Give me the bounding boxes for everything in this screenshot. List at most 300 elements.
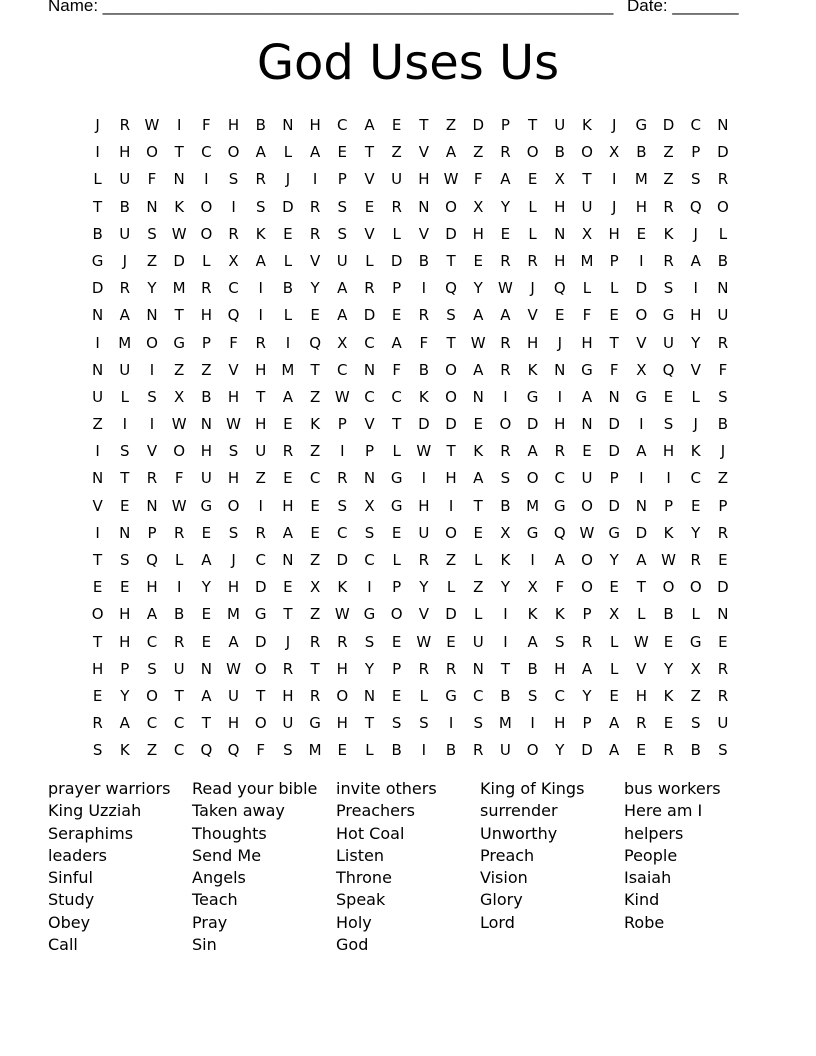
grid-letter: R — [663, 741, 674, 760]
grid-letter: H — [662, 442, 675, 461]
grid-letter: O — [581, 496, 593, 515]
grid-row — [84, 166, 737, 193]
grid-letter: I — [95, 523, 100, 542]
word-list-item: Angels — [192, 868, 246, 888]
grid-letter: C — [472, 686, 484, 705]
grid-letter: A — [636, 551, 647, 569]
grid-letter: V — [146, 442, 158, 461]
grid-letter: L — [120, 387, 129, 406]
grid-letter: R — [173, 523, 185, 542]
grid-letter: P — [201, 333, 211, 352]
grid-letter: V — [418, 224, 429, 243]
grid-letter: H — [581, 333, 593, 352]
grid-letter: N — [363, 469, 376, 488]
grid-letter: U — [581, 469, 593, 488]
grid-letter: J — [285, 632, 291, 651]
grid-letter: I — [448, 496, 454, 515]
word-list-item: Speak — [336, 890, 386, 910]
grid-letter: V — [364, 170, 375, 189]
word-list-column — [48, 778, 192, 956]
grid-letter: H — [635, 686, 647, 705]
grid-letter: Q — [227, 741, 240, 760]
grid-row — [84, 275, 737, 302]
grid-row — [84, 357, 737, 384]
grid-letter: D — [445, 605, 457, 624]
grid-letter: D — [608, 442, 620, 461]
grid-letter: M — [308, 741, 322, 760]
grid-letter: K — [527, 360, 538, 379]
grid-letter: X — [174, 387, 185, 406]
grid-letter: P — [609, 469, 619, 488]
grid-letter: H — [690, 306, 702, 325]
grid-letter: E — [446, 632, 456, 651]
grid-letter: K — [527, 605, 538, 624]
grid-letter: Q — [689, 197, 702, 216]
grid-letter: U — [119, 360, 131, 379]
grid-letter: I — [258, 496, 263, 515]
grid-letter: H — [282, 496, 294, 515]
date-field-label: Date: _______ — [627, 0, 739, 15]
grid-letter: Z — [663, 143, 674, 162]
grid-row — [84, 112, 737, 139]
grid-letter: P — [392, 578, 402, 597]
grid-letter: W — [661, 551, 676, 569]
grid-letter: A — [119, 306, 130, 325]
grid-letter: D — [173, 251, 185, 270]
grid-letter: X — [609, 605, 620, 624]
grid-letter: H — [91, 659, 104, 678]
grid-letter: S — [283, 741, 293, 760]
grid-letter: L — [392, 442, 401, 461]
grid-letter: O — [581, 551, 593, 569]
grid-letter: G — [445, 686, 457, 705]
grid-letter: A — [473, 306, 484, 325]
grid-letter: M — [281, 360, 295, 379]
grid-letter: O — [689, 578, 702, 597]
grid-letter: O — [581, 578, 593, 597]
grid-letter: A — [228, 632, 239, 651]
grid-letter: H — [472, 224, 484, 243]
grid-letter: S — [147, 387, 157, 406]
grid-letter: I — [421, 469, 427, 488]
grid-letter: X — [609, 143, 620, 162]
grid-letter: O — [526, 741, 539, 760]
grid-letter: H — [200, 442, 212, 461]
grid-letter: I — [367, 578, 372, 597]
grid-letter: J — [231, 551, 236, 569]
grid-row — [84, 520, 737, 547]
grid-letter: N — [146, 197, 158, 216]
grid-letter: Z — [690, 686, 701, 705]
grid-letter: U — [717, 714, 729, 733]
word-list-item: Study — [48, 890, 95, 910]
grid-letter: O — [499, 415, 512, 434]
grid-letter: H — [554, 714, 566, 733]
grid-letter: P — [147, 523, 157, 542]
word-list-item: Glory — [480, 890, 523, 910]
grid-letter: R — [500, 360, 511, 379]
grid-letter: H — [227, 578, 240, 597]
grid-letter: T — [283, 605, 293, 624]
grid-letter: P — [364, 442, 374, 461]
grid-letter: J — [285, 170, 291, 189]
grid-letter: I — [421, 279, 427, 298]
grid-row — [84, 737, 737, 764]
grid-letter: Z — [445, 551, 457, 569]
grid-letter: I — [639, 251, 644, 270]
grid-letter: F — [147, 170, 157, 189]
grid-letter: P — [609, 251, 619, 270]
grid-letter: D — [635, 279, 648, 298]
grid-letter: W — [171, 496, 187, 515]
grid-letter: Z — [146, 251, 158, 270]
grid-letter: X — [527, 578, 538, 597]
word-list-item: Hot Coal — [336, 823, 405, 843]
grid-letter: L — [691, 387, 700, 406]
grid-letter: R — [418, 551, 430, 569]
grid-letter: D — [445, 224, 457, 243]
word-list-item: leaders — [48, 845, 108, 865]
grid-letter: H — [309, 116, 321, 134]
grid-letter: Y — [419, 578, 429, 597]
grid-letter: I — [503, 605, 508, 624]
grid-letter: Q — [146, 551, 158, 569]
grid-letter: L — [609, 632, 619, 651]
grid-letter: Y — [364, 659, 375, 678]
grid-letter: A — [690, 251, 701, 270]
grid-row — [84, 493, 737, 520]
grid-letter: T — [310, 360, 320, 379]
grid-letter: K — [582, 116, 592, 134]
grid-letter: C — [337, 360, 348, 379]
grid-letter: I — [149, 360, 155, 379]
grid-letter: I — [503, 632, 508, 651]
grid-letter: I — [231, 197, 236, 216]
grid-letter: B — [282, 279, 294, 298]
grid-letter: R — [282, 442, 294, 461]
grid-letter: Q — [200, 741, 213, 760]
grid-letter: R — [337, 469, 348, 488]
grid-letter: S — [337, 224, 348, 243]
grid-letter: P — [392, 659, 402, 678]
grid-letter: T — [310, 659, 320, 678]
grid-letter: W — [416, 632, 432, 651]
grid-letter: C — [364, 387, 375, 406]
grid-letter: B — [418, 251, 429, 270]
grid-letter: S — [527, 686, 538, 705]
grid-letter: K — [663, 523, 674, 542]
grid-letter: L — [582, 279, 592, 298]
grid-letter: R — [690, 551, 701, 569]
grid-letter: H — [554, 659, 566, 678]
grid-letter: W — [171, 415, 187, 434]
grid-letter: F — [174, 469, 184, 488]
grid-letter: B — [255, 116, 266, 134]
grid-letter: N — [717, 605, 729, 624]
grid-letter: T — [120, 469, 130, 488]
grid-letter: Q — [553, 523, 566, 542]
grid-letter: Y — [500, 197, 510, 216]
grid-letter: U — [418, 523, 430, 542]
grid-row — [84, 629, 737, 656]
grid-letter: G — [309, 714, 321, 733]
grid-letter: D — [254, 578, 267, 597]
grid-letter: R — [282, 659, 294, 678]
word-list-item: Here am I — [624, 801, 703, 821]
grid-letter: Z — [201, 360, 212, 379]
grid-letter: Z — [717, 469, 729, 488]
grid-letter: O — [200, 224, 213, 243]
grid-letter: N — [581, 415, 593, 434]
grid-letter: V — [418, 605, 429, 624]
grid-letter: Y — [609, 551, 619, 569]
word-list-item: God — [336, 935, 369, 955]
grid-letter: L — [609, 279, 619, 298]
grid-letter: N — [91, 360, 104, 379]
grid-row — [84, 384, 737, 411]
grid-letter: A — [609, 714, 620, 733]
grid-letter: A — [337, 279, 348, 298]
grid-letter: V — [690, 360, 701, 379]
grid-letter: I — [530, 551, 535, 569]
grid-letter: E — [337, 143, 348, 162]
grid-letter: S — [663, 279, 674, 298]
grid-letter: R — [309, 686, 321, 705]
grid-letter: R — [201, 279, 212, 298]
grid-letter: W — [416, 442, 432, 461]
grid-letter: V — [92, 496, 103, 515]
grid-letter: L — [283, 143, 293, 162]
grid-letter: X — [473, 197, 484, 216]
grid-letter: Z — [174, 360, 185, 379]
grid-letter: C — [173, 741, 185, 760]
grid-row — [84, 194, 737, 221]
grid-letter: D — [282, 197, 294, 216]
grid-letter: Y — [473, 279, 483, 298]
grid-letter: R — [663, 197, 674, 216]
grid-letter: S — [555, 632, 565, 651]
grid-letter: M — [580, 251, 594, 270]
grid-letter: E — [391, 306, 402, 325]
grid-letter: C — [201, 143, 212, 162]
grid-letter: T — [93, 632, 103, 651]
grid-letter: R — [364, 279, 375, 298]
grid-row — [84, 221, 737, 248]
grid-letter: E — [609, 306, 619, 325]
grid-letter: E — [391, 116, 402, 134]
grid-letter: D — [472, 116, 484, 134]
grid-letter: J — [611, 116, 617, 134]
grid-letter: O — [581, 143, 593, 162]
grid-letter: D — [662, 116, 675, 134]
grid-letter: R — [119, 116, 130, 134]
grid-letter: S — [364, 523, 375, 542]
grid-letter: E — [283, 578, 293, 597]
grid-letter: E — [283, 224, 293, 243]
grid-letter: H — [146, 578, 158, 597]
grid-letter: L — [474, 605, 483, 624]
grid-letter: K — [554, 605, 565, 624]
grid-row — [84, 411, 737, 438]
grid-letter: E — [120, 578, 130, 597]
grid-letter: Y — [691, 523, 701, 542]
grid-letter: B — [636, 143, 647, 162]
grid-row — [84, 438, 737, 465]
word-list-item: surrender — [480, 801, 558, 821]
grid-letter: A — [581, 659, 593, 678]
grid-letter: S — [419, 714, 429, 733]
grid-letter: S — [228, 442, 239, 461]
grid-letter: S — [147, 224, 157, 243]
grid-letter: Z — [445, 116, 457, 134]
grid-letter: U — [499, 741, 511, 760]
grid-letter: H — [119, 632, 131, 651]
grid-row — [84, 302, 737, 329]
grid-letter: C — [337, 523, 348, 542]
grid-letter: C — [364, 551, 375, 569]
grid-letter: U — [391, 170, 403, 189]
grid-letter: G — [526, 387, 539, 406]
grid-letter: G — [689, 632, 702, 651]
grid-letter: Y — [582, 686, 592, 705]
grid-letter: L — [202, 251, 211, 270]
grid-letter: W — [226, 659, 241, 678]
grid-letter: S — [120, 442, 130, 461]
grid-letter: F — [392, 360, 401, 379]
grid-letter: R — [717, 170, 729, 189]
word-list-column — [336, 778, 480, 956]
grid-letter: W — [334, 387, 350, 406]
grid-letter: L — [446, 578, 456, 597]
grid-letter: T — [201, 714, 211, 733]
grid-letter: G — [553, 496, 566, 515]
grid-letter: B — [119, 197, 130, 216]
grid-letter: Y — [147, 279, 157, 298]
grid-letter: Y — [310, 279, 320, 298]
grid-letter: R — [473, 741, 484, 760]
grid-letter: K — [418, 387, 429, 406]
grid-letter: N — [173, 170, 185, 189]
grid-letter: F — [202, 116, 211, 134]
grid-letter: M — [118, 333, 132, 352]
grid-letter: D — [608, 415, 620, 434]
grid-letter: A — [609, 741, 620, 760]
grid-letter: R — [636, 714, 647, 733]
grid-letter: N — [472, 387, 484, 406]
grid-letter: S — [473, 714, 483, 733]
grid-letter: W — [497, 279, 513, 298]
grid-letter: R — [527, 251, 538, 270]
grid-letter: D — [390, 251, 403, 270]
grid-letter: I — [176, 578, 182, 597]
grid-letter: O — [227, 143, 240, 162]
grid-letter: B — [391, 741, 402, 760]
grid-letter: R — [500, 143, 511, 162]
word-list-item: Preach — [480, 845, 535, 865]
grid-letter: E — [310, 523, 320, 542]
grid-letter: R — [717, 659, 729, 678]
grid-letter: C — [146, 714, 158, 733]
grid-letter: R — [418, 659, 430, 678]
grid-letter: R — [391, 197, 402, 216]
grid-letter: Y — [120, 686, 130, 705]
grid-letter: Z — [146, 741, 158, 760]
grid-letter: B — [418, 360, 429, 379]
grid-letter: J — [693, 224, 698, 243]
grid-letter: O — [526, 143, 539, 162]
grid-letter: B — [500, 686, 511, 705]
grid-letter: R — [309, 632, 321, 651]
grid-letter: V — [636, 333, 647, 352]
grid-letter: Z — [92, 415, 103, 434]
grid-letter: F — [718, 360, 728, 379]
grid-letter: U — [282, 714, 294, 733]
grid-letter: D — [91, 279, 104, 298]
grid-letter: M — [227, 605, 240, 624]
grid-letter: T — [500, 659, 510, 678]
grid-letter: S — [446, 306, 456, 325]
grid-letter: O — [445, 387, 457, 406]
grid-letter: L — [609, 659, 619, 678]
grid-letter: Y — [555, 741, 565, 760]
grid-letter: P — [337, 415, 347, 434]
grid-letter: I — [503, 387, 508, 406]
word-list-item: Robe — [624, 912, 665, 932]
grid-letter: J — [122, 251, 127, 270]
grid-letter: E — [201, 523, 212, 542]
grid-letter: O — [254, 714, 267, 733]
grid-letter: P — [337, 170, 347, 189]
grid-letter: K — [500, 551, 511, 569]
grid-letter: D — [445, 415, 457, 434]
grid-letter: I — [95, 333, 100, 352]
grid-letter: I — [666, 469, 671, 488]
grid-letter: E — [120, 496, 130, 515]
grid-letter: N — [200, 659, 212, 678]
grid-letter: Q — [227, 306, 240, 325]
grid-letter: E — [283, 415, 293, 434]
grid-letter: T — [174, 306, 184, 325]
grid-letter: F — [609, 360, 619, 379]
grid-letter: L — [392, 551, 401, 569]
grid-letter: L — [718, 224, 728, 243]
grid-letter: F — [555, 578, 565, 597]
grid-letter: U — [581, 197, 593, 216]
grid-letter: A — [364, 116, 375, 134]
grid-letter: R — [717, 523, 729, 542]
grid-letter: G — [390, 496, 403, 515]
grid-letter: S — [337, 496, 348, 515]
grid-letter: T — [364, 143, 375, 162]
grid-row — [84, 656, 737, 683]
grid-letter: S — [500, 469, 511, 488]
grid-letter: Z — [309, 551, 321, 569]
grid-letter: J — [693, 415, 698, 434]
grid-letter: G — [662, 306, 675, 325]
grid-letter: I — [639, 415, 644, 434]
grid-letter: O — [336, 686, 349, 705]
grid-letter: N — [363, 686, 376, 705]
grid-letter: N — [200, 415, 212, 434]
grid-letter: Y — [201, 578, 211, 597]
word-list-item: King Uzziah — [48, 801, 142, 821]
grid-letter: P — [718, 496, 728, 515]
grid-letter: A — [500, 306, 511, 325]
grid-letter: G — [635, 116, 648, 134]
grid-letter: R — [717, 333, 729, 352]
grid-letter: E — [92, 578, 103, 597]
grid-letter: R — [119, 279, 130, 298]
